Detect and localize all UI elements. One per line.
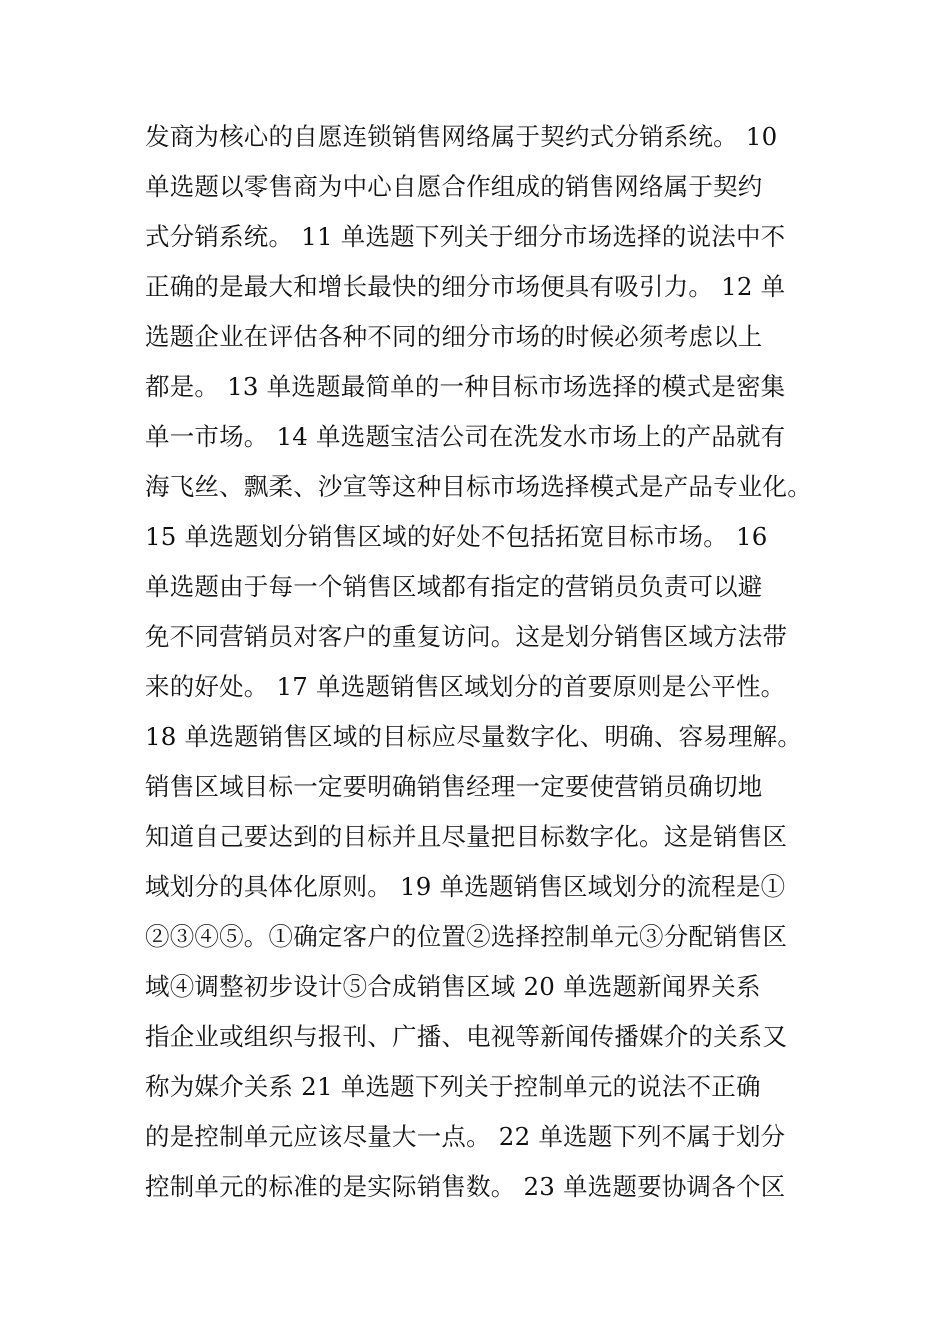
text-line: 控制单元的标准的是实际销售数。 23 单选题要协调各个区 xyxy=(145,1172,786,1201)
text-line: 单一市场。 14 单选题宝洁公司在洗发水市场上的产品就有 xyxy=(145,422,786,451)
text-line: 的是控制单元应该尽量大一点。 22 单选题下列不属于划分 xyxy=(145,1122,786,1151)
text-line: 15 单选题划分销售区域的好处不包括拓宽目标市场。 16 xyxy=(145,522,768,551)
text-line: 销售区域目标一定要明确销售经理一定要使营销员确切地 xyxy=(145,772,763,801)
text-line: ②③④⑤。①确定客户的位置②选择控制单元③分配销售区 xyxy=(145,922,788,951)
text-line: 海飞丝、飘柔、沙宣等这种目标市场选择模式是产品专业化。 xyxy=(145,472,812,501)
text-line: 域划分的具体化原则。 19 单选题销售区域划分的流程是① xyxy=(145,872,786,901)
text-line: 域④调整初步设计⑤合成销售区域 20 单选题新闻界关系 xyxy=(145,972,761,1001)
text-line: 发商为核心的自愿连锁销售网络属于契约式分销系统。 10 xyxy=(145,122,778,151)
text-line: 称为媒介关系 21 单选题下列关于控制单元的说法不正确 xyxy=(145,1072,761,1101)
text-line: 来的好处。 17 单选题销售区域划分的首要原则是公平性。 xyxy=(145,672,786,701)
text-line: 18 单选题销售区域的目标应尽量数字化、明确、容易理解。 xyxy=(145,722,803,751)
text-line: 单选题以零售商为中心自愿合作组成的销售网络属于契约 xyxy=(145,172,763,201)
text-line: 选题企业在评估各种不同的细分市场的时候必须考虑以上 xyxy=(145,322,763,351)
text-line: 指企业或组织与报刊、广播、电视等新闻传播媒介的关系又 xyxy=(145,1022,788,1051)
text-line: 单选题由于每一个销售区域都有指定的营销员负责可以避 xyxy=(145,572,763,601)
text-line: 都是。 13 单选题最简单的一种目标市场选择的模式是密集 xyxy=(145,372,786,401)
text-line: 正确的是最大和增长最快的细分市场便具有吸引力。 12 单 xyxy=(145,272,786,301)
text-line: 式分销系统。 11 单选题下列关于细分市场选择的说法中不 xyxy=(145,222,786,251)
body-text xyxy=(145,112,815,1212)
text-line: 知道自己要达到的目标并且尽量把目标数字化。这是销售区 xyxy=(145,822,788,851)
text-line: 免不同营销员对客户的重复访问。这是划分销售区域方法带 xyxy=(145,622,788,651)
